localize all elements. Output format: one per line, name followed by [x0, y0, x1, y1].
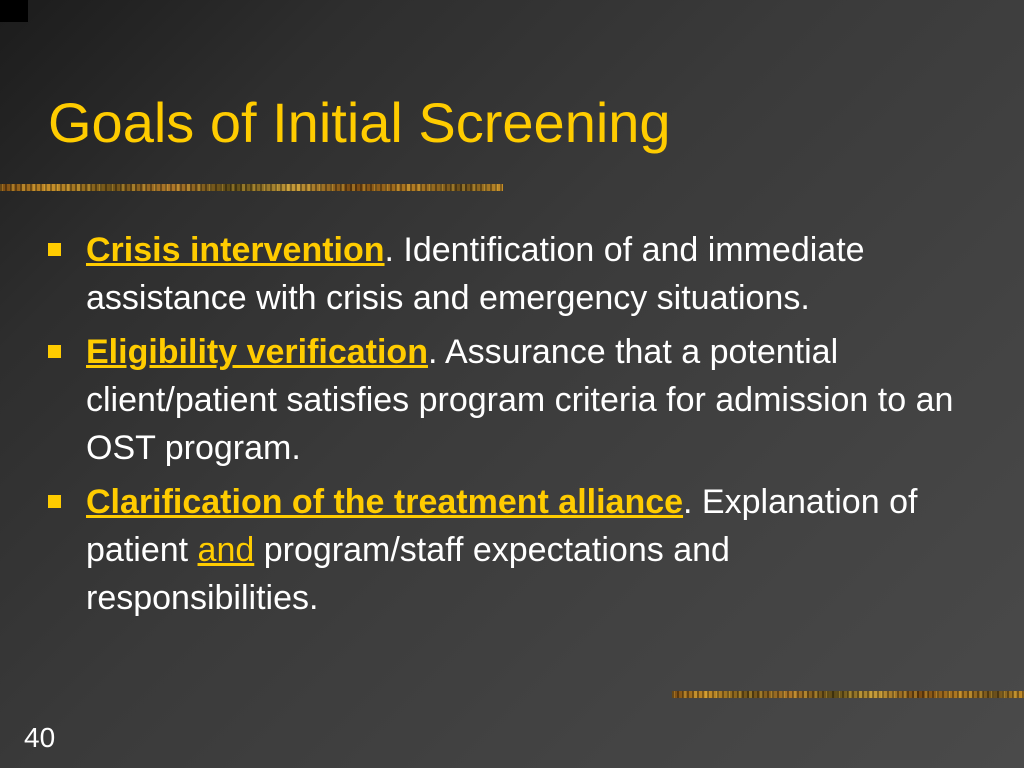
bullet-treatment-alliance: [0, 478, 1024, 622]
bullet-list: [0, 226, 1024, 628]
bullet-eligibility-verification: [0, 328, 1024, 472]
bullet-punctuation: .: [384, 231, 394, 269]
bullet-punctuation: .: [683, 483, 693, 521]
bullet-punctuation: .: [427, 333, 438, 371]
title-divider: [0, 184, 503, 191]
corner-mark: [0, 0, 28, 22]
square-bullet-icon: [48, 243, 61, 256]
page-number: 40: [24, 722, 56, 753]
bullet-text-after: program/staff expectations and responsibilities.: [86, 531, 730, 617]
bullet-text-before: Explanation of patient: [86, 483, 918, 569]
bullet-term: Crisis intervention: [86, 231, 385, 269]
bullet-emphasis: and: [197, 531, 255, 569]
square-bullet-icon: [48, 345, 61, 358]
bullet-term: Clarification of the treatment alliance: [86, 483, 684, 521]
bullet-term: Eligibility verification: [86, 333, 428, 371]
square-bullet-icon: [48, 495, 61, 508]
bullet-crisis-intervention: [0, 226, 1024, 322]
slide-title: Goals of Initial Screening: [48, 91, 671, 154]
bullet-text: Assurance that a potential client/patient satisfies program criteria for admission to an OST program.: [86, 333, 954, 467]
bullet-text: Identification of and immediate assistance with crisis and emergency situations.: [86, 231, 865, 317]
footer-divider: [672, 691, 1024, 698]
